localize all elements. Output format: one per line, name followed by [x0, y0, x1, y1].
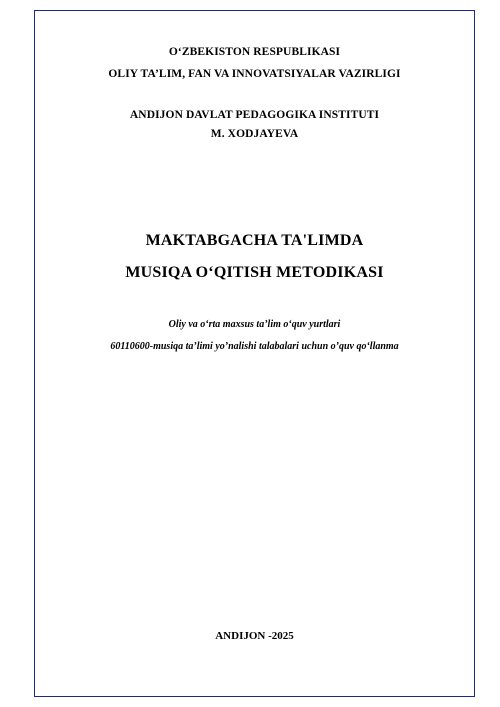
subtitle-line-2: 60110600-musiqa ta’limi yo’nalishi talabalari uchun o’quv qo‘llanma: [110, 341, 399, 352]
document-title-line-2: MUSIQA O‘QITISH METODIKASI: [125, 264, 384, 281]
subtitle-line-1: Oliy va o‘rta maxsus ta’lim o‘quv yurtlari: [168, 319, 341, 330]
author-name: M. XODJAYEVA: [210, 128, 299, 140]
ministry-name: OLIY TA’LIM, FAN VA INNOVATSIYALAR VAZIRLIGI: [108, 68, 401, 80]
place-year: ANDIJON -2025: [215, 630, 294, 642]
country-name: O‘ZBEKISTON RESPUBLIKASI: [168, 46, 341, 58]
institute-name: ANDIJON DAVLAT PEDAGOGIKA INSTITUTI: [129, 109, 380, 121]
document-title-line-1: MAKTABGACHA TA'LIMDA: [145, 232, 364, 249]
